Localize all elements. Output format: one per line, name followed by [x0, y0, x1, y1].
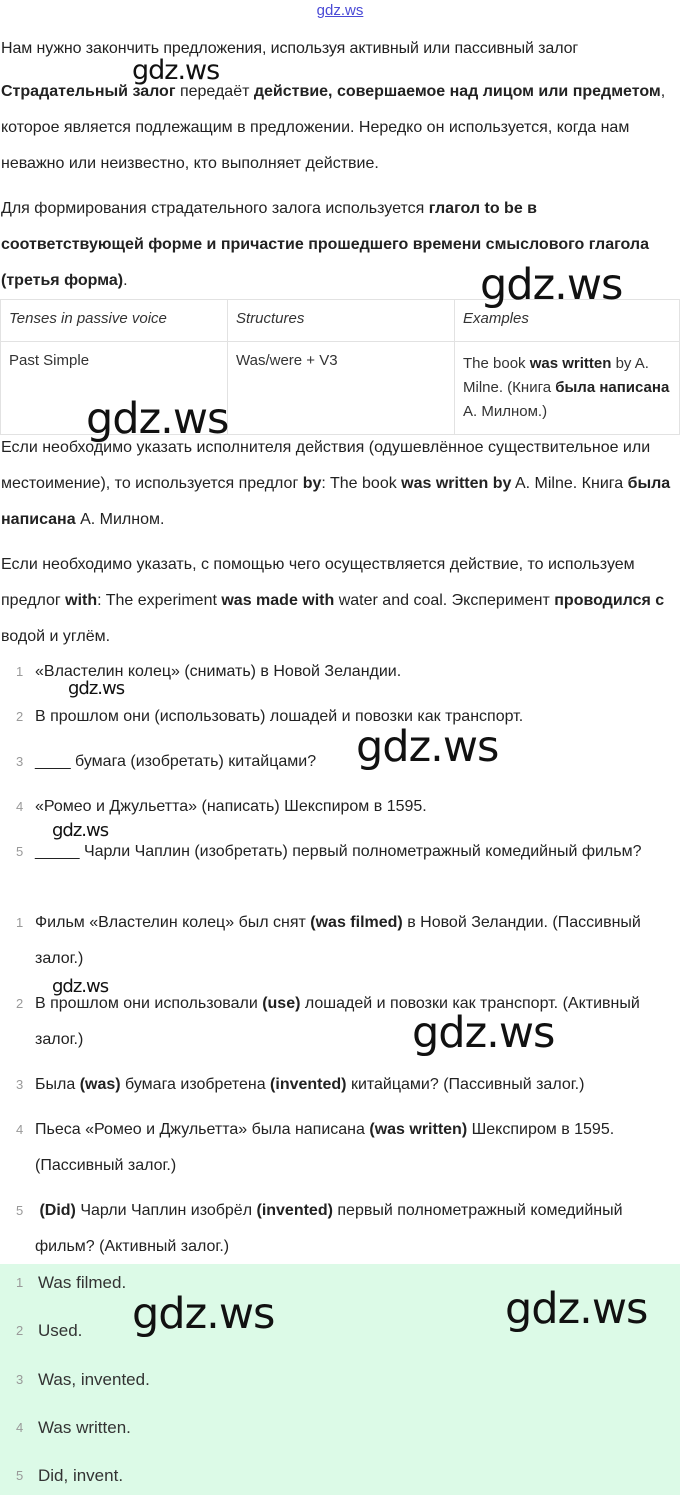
item-bold: (was filmed)	[310, 914, 403, 931]
list-item	[0, 986, 680, 1058]
item-text: лошадей и повозки как транспорт. (Активный залог.)	[35, 995, 640, 1048]
list-item	[0, 744, 680, 780]
item-number: 4	[16, 1420, 24, 1435]
table-header-tenses: Tenses in passive voice	[1, 300, 228, 342]
watermark: gdz.ws	[52, 976, 109, 997]
by-text-2: : The book	[321, 475, 402, 492]
watermark: gdz.ws	[86, 394, 229, 444]
item-number: 1	[16, 915, 24, 930]
list-item	[0, 1193, 680, 1265]
task-statement: Нам нужно закончить предложения, используя активный или пассивный залог	[1, 40, 579, 57]
list-item	[0, 1067, 680, 1103]
by-bold-1: by	[302, 475, 322, 492]
item-text: «Властелин колец» (снимать) в Новой Зеландии.	[35, 663, 402, 680]
table-row	[1, 342, 680, 435]
ex-bold-2: была написана	[555, 379, 670, 396]
with-text-1: Если необходимо указать, с помощью чего осуществляется действие, то используем предлог	[1, 556, 635, 609]
with-text-3: water and coal. Эксперимент	[334, 592, 555, 609]
with-block	[0, 547, 680, 655]
passive-formation	[0, 191, 680, 299]
by-text-1: Если необходимо указать исполнителя действия (одушевлённое существительное или местоимение), то используется предлог	[1, 439, 651, 492]
item-number: 5	[16, 1468, 24, 1483]
item-text: Была	[35, 1076, 80, 1093]
ex-text-1: The book	[463, 355, 530, 372]
item-text: _____ Чарли Чаплин (изобретать) первый полнометражный комедийный фильм?	[35, 843, 642, 860]
watermark: gdz.ws	[132, 1289, 275, 1339]
watermark: gdz.ws	[52, 820, 109, 841]
def-bold-1: Страдательный залог	[1, 83, 176, 100]
explanation-list	[0, 905, 680, 1265]
answer-text: Was, invented.	[38, 1370, 150, 1389]
item-text: бумага изобретена	[120, 1076, 271, 1093]
form-text-1: Для формирования страдательного залога используется	[1, 200, 429, 217]
item-text: Фильм «Властелин колец» был снят	[35, 914, 311, 931]
list-item	[0, 654, 680, 690]
item-number: 1	[16, 664, 24, 679]
item-text: В прошлом они (использовать) лошадей и повозки как транспорт.	[35, 708, 524, 725]
item-number: 3	[16, 754, 24, 769]
item-text: китайцами? (Пассивный залог.)	[346, 1076, 585, 1093]
item-text: Пьеса «Ромео и Джульетта» была написана	[35, 1121, 370, 1138]
item-text: в Новой Зеландии. (Пассивный залог.)	[35, 914, 641, 967]
grammar-table	[0, 299, 680, 435]
watermark: gdz.ws	[68, 678, 125, 699]
def-text-1: передаёт	[175, 83, 254, 100]
table-cell-structure: Was/were + V3	[228, 342, 455, 435]
answer-row	[0, 1268, 126, 1298]
item-text: Шекспиром в 1595. (Пассивный залог.)	[35, 1121, 615, 1174]
ex-text-2: by A. Milne. (Книга	[463, 355, 649, 396]
by-text-3: A. Milne. Книга	[511, 475, 628, 492]
with-bold-1: with	[65, 592, 98, 609]
answer-text: Was filmed.	[38, 1273, 127, 1292]
by-bold-2: was written by	[401, 475, 512, 492]
item-bold: (was written)	[369, 1121, 468, 1138]
watermark: gdz.ws	[356, 722, 499, 772]
by-block	[0, 430, 680, 538]
item-number: 3	[16, 1077, 24, 1092]
explanations-block	[0, 905, 680, 1274]
list-item	[0, 1112, 680, 1184]
answer-text: Did, invent.	[38, 1466, 124, 1485]
answers-panel	[0, 1264, 680, 1495]
item-number: 2	[16, 709, 24, 724]
item-text: Чарли Чаплин изобрёл	[75, 1202, 257, 1219]
item-number: 2	[16, 1323, 24, 1338]
item-bold: (use)	[262, 995, 301, 1012]
answer-text: Was written.	[38, 1418, 131, 1437]
formation-block	[0, 191, 680, 299]
ex-text-3: А. Милном.)	[463, 403, 548, 420]
answer-row	[0, 1316, 82, 1346]
with-bold-2: was made with	[221, 592, 335, 609]
item-text: первый полнометражный комедийный фильм? (Активный залог.)	[35, 1202, 623, 1255]
site-link[interactable]: gdz.ws	[316, 2, 364, 19]
list-item	[0, 834, 680, 870]
list-item	[0, 699, 680, 735]
answer-row	[0, 1413, 131, 1443]
item-number: 1	[16, 1275, 24, 1290]
table-header-row	[1, 300, 680, 342]
passive-definition	[0, 74, 680, 182]
item-number: 5	[16, 1203, 24, 1218]
item-number: 4	[16, 799, 24, 814]
by-paragraph	[0, 430, 680, 538]
form-text-2: .	[123, 272, 128, 289]
item-bold: (Did)	[39, 1202, 76, 1219]
def-text-2: , которое является подлежащим в предложении. Нередко он используется, когда нам неважно или неизвестно, кто выполняет действие.	[1, 83, 666, 172]
by-text-4: А. Милном.	[75, 511, 165, 528]
task-list	[0, 654, 680, 870]
item-number: 2	[16, 996, 24, 1011]
form-bold-1: глагол to be в соответствующей форме и причастие прошедшего времени смыслового глагола (третья форма)	[1, 200, 649, 289]
item-bold: (invented)	[256, 1202, 333, 1219]
with-paragraph	[0, 547, 680, 655]
item-number: 4	[16, 1122, 24, 1137]
item-text: ____ бумага (изобретать) китайцами?	[35, 753, 317, 770]
list-item	[0, 905, 680, 977]
watermark: gdz.ws	[505, 1284, 648, 1334]
with-text-4: водой и углём.	[1, 628, 111, 645]
with-text-2: : The experiment	[97, 592, 222, 609]
item-text: В прошлом они использовали	[35, 995, 263, 1012]
watermark: gdz.ws	[480, 260, 623, 310]
def-bold-2: действие, совершаемое над лицом или предметом	[253, 83, 661, 100]
definition-block	[0, 74, 680, 182]
with-bold-3: проводился с	[554, 592, 665, 609]
table-header-structures: Structures	[228, 300, 455, 342]
by-bold-3: была написана	[1, 475, 671, 528]
ex-bold-1: was written	[529, 355, 612, 372]
intro-block	[0, 31, 680, 67]
item-number: 5	[16, 844, 24, 859]
answer-row	[0, 1461, 123, 1491]
answer-row	[0, 1365, 150, 1395]
item-bold: (was)	[79, 1076, 121, 1093]
list-item	[0, 789, 680, 825]
item-text: «Ромео и Джульетта» (написать) Шекспиром в 1595.	[35, 798, 427, 815]
tasks-block	[0, 654, 680, 879]
watermark: gdz.ws	[132, 55, 220, 86]
table-cell-tense: Past Simple	[1, 342, 228, 435]
table-header-examples: Examples	[455, 300, 680, 342]
item-bold: (invented)	[270, 1076, 347, 1093]
table-cell-example	[455, 342, 680, 435]
watermark: gdz.ws	[412, 1008, 555, 1058]
answer-text: Used.	[38, 1321, 83, 1340]
item-number: 3	[16, 1372, 24, 1387]
